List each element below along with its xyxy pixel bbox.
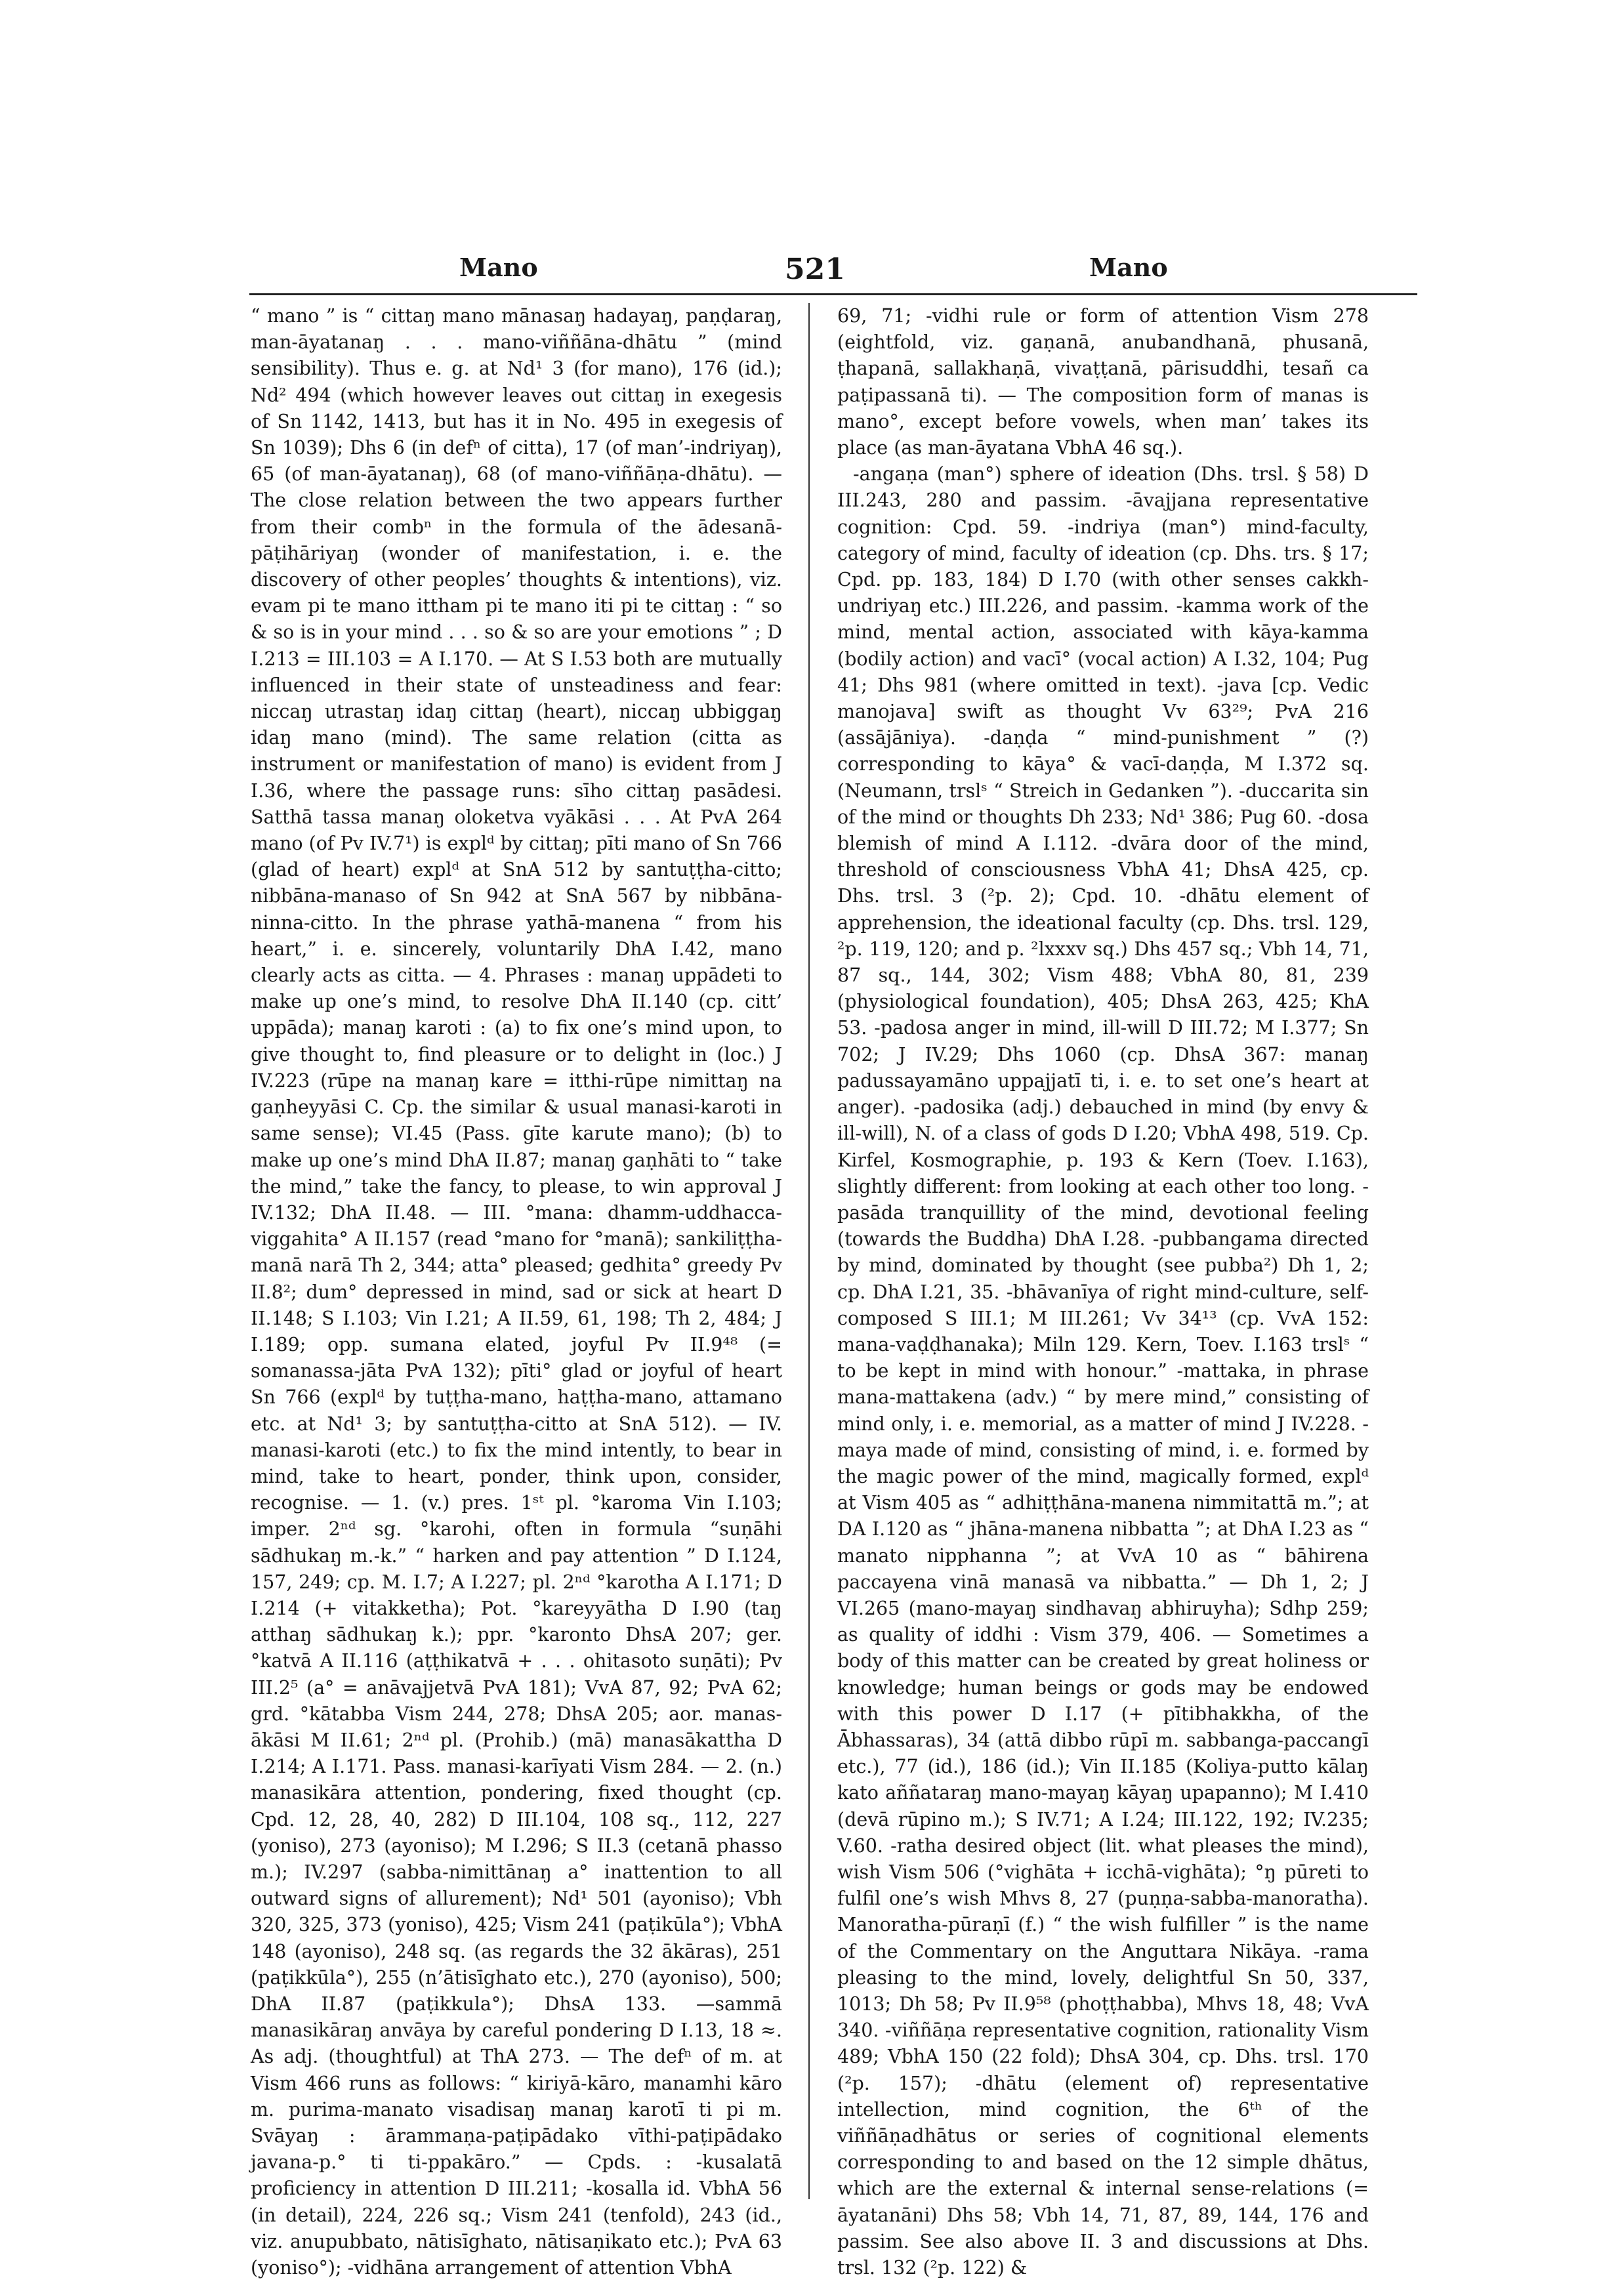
right-column-text-1: 69, 71; -vidhi rule or form of attention Vism 278 (eightfold, viz. gaṇanā, anubandhanā, phusanā, ṭhapanā, sallakhaṇā, vivaṭṭanā, pārisuddhi, tesañ ca paṭipassanā ti). — The composition form of manas is mano°, except before vowels, when man’ takes its place (as man-āyatana VbhA 46 sq.). (837, 305, 1369, 459)
right-column (837, 303, 1369, 2279)
left-column (251, 303, 782, 2279)
column-divider (808, 303, 810, 2199)
right-column-text-2: -angaṇa (man°) sphere of ideation (Dhs. trsl. § 58) D III.243, 280 and passim. -āvajjana representative cognition: Cpd. 59. -indriya (man°) mind-faculty, category of mind, faculty of ideation (cp. Dhs. trs. § 17; Cpd. pp. 183, 184) D I.70 (with other senses cakkh-undriyaŋ etc.) III.226, and passim. -kamma work of the mind, mental action, associated with kāya-kamma (bodily action) and vacī° (vocal action) A I.32, 104; Pug 41; Dhs 981 (where omitted in text). -java [cp. Vedic manojava] swift as thought Vv 63²⁹; PvA 216 (assājāniya). -daṇḍa “ mind-punishment ” (?) corresponding to kāya° & vacī-daṇḍa, M I.372 sq. (Neumann, trslˢ “ Streich in Gedanken ”). -duccarita sin of the mind or thoughts Dh 233; Nd¹ 386; Pug 60. -dosa blemish of mind A I.112. -dvāra door of the mind, threshold of consciousness VbhA 41; DhsA 425, cp. Dhs. trsl. 3 (²p. 2); Cpd. 10. -dhātu element of apprehension, the ideational faculty (cp. Dhs. trsl. 129, ²p. 119, 120; and p. ²lxxxv sq.) Dhs 457 sq.; Vbh 14, 71, 87 sq., 144, 302; Vism 488; VbhA 80, 81, 239 (physiological foundation), 405; DhsA 263, 425; KhA 53. -padosa anger in mind, ill-will D III.72; M I.377; Sn 702; J IV.29; Dhs 1060 (cp. DhsA 367: manaŋ padussayamāno uppajjatī ti, i. e. to set one’s heart at anger). -padosika (adj.) debauched in mind (by envy & ill-will), N. of a class of gods D I.20; VbhA 498, 519. Cp. Kirfel, Kosmographie, p. 193 & Kern (Toev. I.163), slightly different: from looking at each other too long. -pasāda tranquillity of the mind, devotional feeling (towards the Buddha) DhA I.28. -pubbangama directed by mind, dominated by thought (see pubba²) Dh 1, 2; cp. DhA I.21, 35. -bhāvanīya of right mind-culture, self-composed S III.1; M III.261; Vv 34¹³ (cp. VvA 152: mana-vaḍḍhanaka); Miln 129. Kern, Toev. I.163 trslˢ “ to be kept in mind with honour.” -mattaka, in phrase mana-mattakena (adv.) “ by mere mind,” consisting of mind only, i. e. memorial, as a matter of mind J IV.228. -maya made of mind, consisting of mind, i. e. formed by the magic power of the mind, magically formed, explᵈ at Vism 405 as “ adhiṭṭhāna-manena nimmitattā m.”; at DA I.120 as “ jhāna-manena nibbatta ”; at DhA I.23 as “ manato nipphanna ”; at VvA 10 as “ bāhirena paccayena vinā manasā va nibbatta.” — Dh 1, 2; J VI.265 (mano-mayaŋ sindhavaŋ abhiruyha); Sdhp 259; as quality of iddhi : Vism 379, 406. — Sometimes a body of this matter can be created by great holiness or knowledge; human beings or gods may be endowed with this power D I.17 (+ pītibhakkha, of the Ābhassaras), 34 (attā dibbo rūpī m. sabbanga-paccangī etc.), 77 (id.), 186 (id.); Vin II.185 (Koliya-putto kālaŋ kato aññataraŋ mano-mayaŋ kāyaŋ upapanno); M I.410 (devā rūpino m.); S IV.71; A I.24; III.122, 192; IV.235; V.60. -ratha desired object (lit. what pleases the mind), wish Vism 506 (°vighāta + icchā-vighāta); °ŋ pūreti to fulfil one’s wish Mhvs 8, 27 (puṇṇa-sabba-manoratha). Manoratha-pūraṇī (f.) “ the wish fulfiller ” is the name of the Commentary on the Anguttara Nikāya. -rama pleasing to the mind, lovely, delightful Sn 50, 337, 1013; Dh 58; Pv II.9⁵⁸ (phoṭṭhabba), Mhvs 18, 48; VvA 340. -viññāṇa representative cognition, rationality Vism 489; VbhA 150 (22 fold); DhsA 304, cp. Dhs. trsl. 170 (²p. 157); -dhātu (element of) representative intellection, mind cognition, the 6ᵗʰ of the viññāṇadhātus or series of cognitional elements corresponding to and based on the 12 simple dhātus, which are the external & internal sense-relations (= āyatanāni) Dhs 58; Vbh 14, 71, 87, 89, 144, 176 and passim. See also above II. 3 and discussions at Dhs. trsl. 132 (²p. 122) & (837, 463, 1369, 2279)
left-column-text: “ mano ” is “ cittaŋ mano mānasaŋ hadayaŋ, paṇḍaraŋ, man-āyatanaŋ . . . mano-viññāna-dhātu ” (mind sensibility). Thus e. g. at Nd¹ 3 (for mano), 176 (id.); Nd² 494 (which however leaves out cittaŋ in exegesis of Sn 1142, 1413, but has it in No. 495 in exegesis of Sn 1039); Dhs 6 (in defⁿ of citta), 17 (of man’-indriyaŋ), 65 (of man-āyatanaŋ), 68 (of mano-viññāṇa-dhātu). — The close relation between the two appears further from their combⁿ in the formula of the ādesanā-pāṭihāriyaŋ (wonder of manifestation, i. e. the discovery of other peoples’ thoughts & intentions), viz. evam pi te mano ittham pi te mano iti pi te cittaŋ : “ so & so is in your mind . . . so & so are your emotions ” ; D I.213 = III.103 = A I.170. — At S I.53 both are mutually influenced in their state of unsteadiness and fear: niccaŋ utrastaŋ idaŋ cittaŋ (heart), niccaŋ ubbiggaŋ idaŋ mano (mind). The same relation (citta as instrument or manifestation of mano) is evident from J I.36, where the passage runs: sīho cittaŋ pasādesi. Satthā tassa manaŋ oloketva vyākāsi . . . At PvA 264 mano (of Pv IV.7¹) is explᵈ by cittaŋ; pīti mano of Sn 766 (glad of heart) explᵈ at SnA 512 by santuṭṭha-citto; nibbāna-manaso of Sn 942 at SnA 567 by nibbāna-ninna-citto. In the phrase yathā-manena “ from his heart,” i. e. sincerely, voluntarily DhA I.42, mano clearly acts as citta. — 4. Phrases : manaŋ uppādeti to make up one’s mind, to resolve DhA II.140 (cp. citt’ uppāda); manaŋ karoti : (a) to fix one’s mind upon, to give thought to, find pleasure or to delight in (loc.) J IV.223 (rūpe na manaŋ kare = itthi-rūpe nimittaŋ na gaṇheyyāsi C. Cp. the similar & usual manasi-karoti in same sense); VI.45 (Pass. gīte karute mano); (b) to make up one’s mind DhA II.87; manaŋ gaṇhāti to “ take the mind,” take the fancy, to please, to win approval J IV.132; DhA II.48. — III. °mana: dhamm-uddhacca-viggahita° A II.157 (read °mano for °manā); sankiliṭṭha-manā narā Th 2, 344; atta° pleased; gedhita° greedy Pv II.8²; dum° depressed in mind, sad or sick at heart D II.148; S I.103; Vin I.21; A II.59, 61, 198; Th 2, 484; J I.189; opp. sumana elated, joyful Pv II.9⁴⁸ (= somanassa-jāta PvA 132); pīti° glad or joyful of heart Sn 766 (explᵈ by tuṭṭha-mano, haṭṭha-mano, attamano etc. at Nd¹ 3; by santuṭṭha-citto at SnA 512). — IV. manasi-karoti (etc.) to fix the mind intently, to bear in mind, take to heart, ponder, think upon, consider, recognise. — 1. (v.) pres. 1ˢᵗ pl. °karoma Vin I.103; imper. 2ⁿᵈ sg. °karohi, often in formula “suṇāhi sādhukaŋ m.-k.” “ harken and pay attention ” D I.124, 157, 249; cp. M. I.7; A I.227; pl. 2ⁿᵈ °karotha A I.171; D I.214 (+ vitakketha); Pot. °kareyyātha D I.90 (taŋ atthaŋ sādhukaŋ k.); ppr. °karonto DhsA 207; ger. °katvā A II.116 (aṭṭhikatvā + . . . ohitasoto suṇāti); Pv III.2⁵ (a° = anāvajjetvā PvA 181); VvA 87, 92; PvA 62; grd. °kātabba Vism 244, 278; DhsA 205; aor. manas-ākāsi M II.61; 2ⁿᵈ pl. (Prohib.) (mā) manasākattha D I.214; A I.171. Pass. manasi-karīyati Vism 284. — 2. (n.) manasikāra attention, pondering, fixed thought (cp. Cpd. 12, 28, 40, 282) D III.104, 108 sq., 112, 227 (yoniso), 273 (ayoniso); M I.296; S II.3 (cetanā phasso m.); IV.297 (sabba-nimittānaŋ a° inattention to all outward signs of allurement); Nd¹ 501 (ayoniso); Vbh 320, 325, 373 (yoniso), 425; Vism 241 (paṭikūla°); VbhA 148 (ayoniso), 248 sq. (as regards the 32 ākāras), 251 (paṭikkūla°), 255 (n’ātisīghato etc.), 270 (ayoniso), 500; DhA II.87 (paṭikkula°); DhsA 133. —sammā manasikāraŋ anvāya by careful pondering D I.13, 18 ≈. As adj. (thoughtful) at ThA 273. — The defⁿ of m. at Vism 466 runs as follows: “ kiriyā-kāro, manamhi kāro m. purima-manato visadisaŋ manaŋ karotī ti pi m. Svāyaŋ : ārammaṇa-paṭipādako vīthi-paṭipādako javana-p.° ti ti-ppakāro.” — Cpds. : -kusalatā proficiency in attention D III.211; -kosalla id. VbhA 56 (in detail), 224, 226 sq.; Vism 241 (tenfold), 243 (id., viz. anupubbato, nātisīghato, nātisaṇikato etc.); PvA 63 (yoniso°); -vidhāna arrangement of attention VbhA (251, 305, 782, 2279)
running-head-left: Mano (459, 253, 538, 282)
running-head-right: Mano (1089, 253, 1168, 282)
header-rule (249, 293, 1417, 295)
page-number: 521 (785, 253, 845, 286)
